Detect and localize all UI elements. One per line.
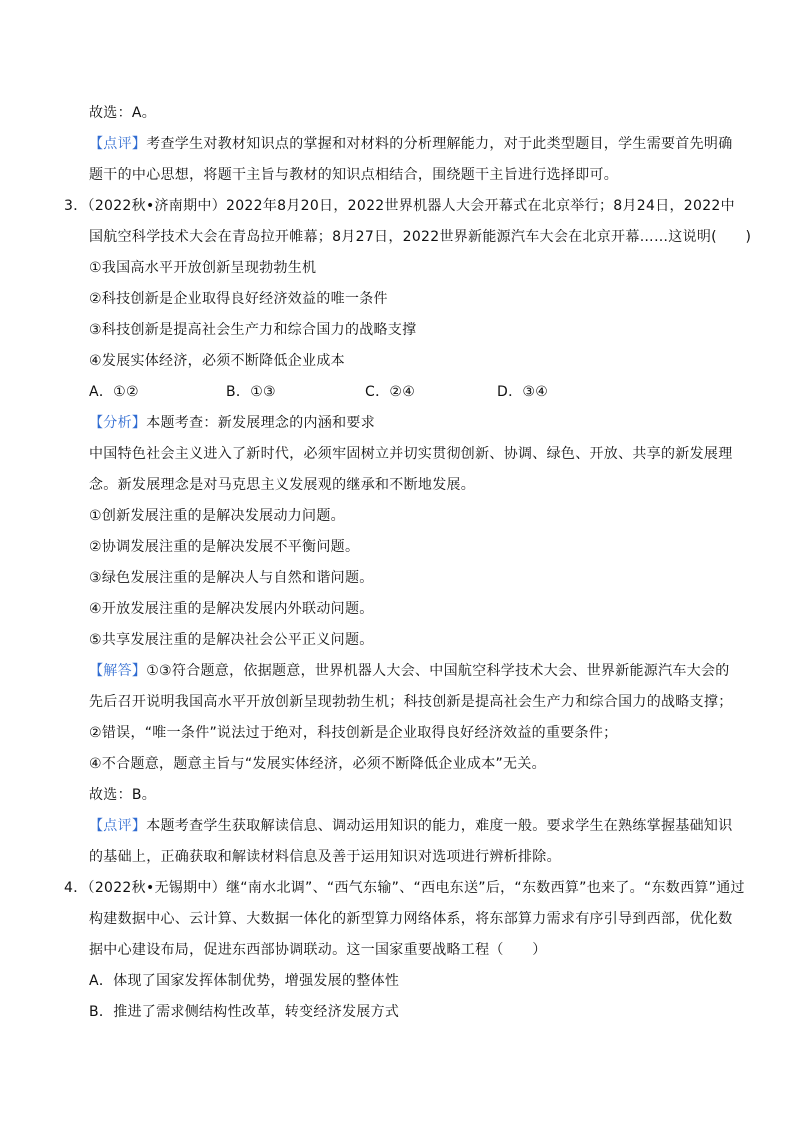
statement-item: ②科技创新是企业取得良好经济效益的唯一条件 [89,291,388,307]
solution-tag: 【解答】 [89,663,147,679]
analysis-line [89,413,375,433]
option-a: A．体现了国家发挥体制优势，增强发展的整体性 [89,973,400,989]
stem-text: 据中心建设布局，促进东西部协调联动。这一国家重要战略工程（ ） [89,942,547,958]
question-number: 4． [64,880,88,896]
comment-tag: 【点评】 [89,136,147,152]
analysis-text: 念。新发展理念是对马克思主义发展观的继承和不断地发展。 [89,477,476,493]
analysis-point: ⑤共享发展注重的是解决社会公平正义问题。 [89,632,374,648]
option-c: C．②④ [365,384,416,400]
comment-line [89,134,733,154]
answer-line: 故选：B。 [89,787,157,803]
analysis-text: 中国特色社会主义进入了新时代，必须牢固树立并切实贯彻创新、协调、绿色、开放、共享的新发展理 [89,446,733,462]
comment-text: 题干的中心思想，将题干主旨与教材的知识点相结合，围绕题干主旨进行选择即可。 [89,167,619,183]
statement-item: ①我国高水平开放创新呈现勃勃生机 [89,260,317,276]
analysis-text: 本题考查：新发展理念的内涵和要求 [146,415,376,431]
comment-text: 本题考查学生获取解读信息、调动运用知识的能力，难度一般。要求学生在熟练掌握基础知识 [146,818,733,834]
comment-text: 考查学生对教材知识点的掌握和对材料的分析理解能力，对于此类型题目，学生需要首先明确 [146,136,733,152]
comment-tag: 【点评】 [89,818,147,834]
option-b: B．①③ [226,384,276,400]
statement-item: ③科技创新是提高社会生产力和综合国力的战略支撑 [89,322,417,338]
analysis-point: ①创新发展注重的是解决发展动力问题。 [89,508,345,524]
solution-text: ①③符合题意，依据题意，世界机器人大会、中国航空科学技术大会、世界新能源汽车大会的 [146,663,730,679]
stem-text: 构建数据中心、云计算、大数据一体化的新型算力网络体系，将东部算力需求有序引导到西部，优化数 [89,911,733,927]
stem-text: （2022秋•无锡期中）继“南水北调”、“西气东输”、“西电东送”后，“东数西算”也来了。“东数西算”通过 [87,880,745,896]
option-d: D．③④ [497,384,549,400]
question-4-stem [64,878,745,898]
solution-text: ④不合题意，题意主旨与“发展实体经济，必须不断降低企业成本”无关。 [89,756,546,772]
comment-text: 的基础上，正确获取和解读材料信息及善于运用知识对选项进行辨析排除。 [89,849,561,865]
solution-text: 先后召开说明我国高水平开放创新呈现勃勃生机；科技创新是提高社会生产力和综合国力的战略支撑； [89,694,733,710]
analysis-point: ②协调发展注重的是解决发展不平衡问题。 [89,539,360,555]
stem-text: （2022秋•济南期中）2022年8月20日，2022世界机器人大会开幕式在北京举行；8月24日，2022中 [87,198,735,214]
stem-text: 国航空科学技术大会在青岛拉开帷幕；8月27日，2022世界新能源汽车大会在北京开幕……这说明( ) [89,229,752,245]
solution-line [89,661,730,681]
solution-text: ②错误，“唯一条件”说法过于绝对，科技创新是企业取得良好经济效益的重要条件； [89,725,618,741]
statement-item: ④发展实体经济，必须不断降低企业成本 [89,353,345,369]
answer-line: 故选：A。 [89,105,157,121]
question-number: 3． [64,198,88,214]
analysis-point: ③绿色发展注重的是解决人与自然和谐问题。 [89,570,374,586]
analysis-point: ④开放发展注重的是解决发展内外联动问题。 [89,601,374,617]
option-b: B．推进了需求侧结构性改革，转变经济发展方式 [89,1004,400,1020]
option-a: A．①② [89,384,139,400]
comment-line [89,816,733,836]
analysis-tag: 【分析】 [89,415,147,431]
question-3-stem [64,196,735,216]
